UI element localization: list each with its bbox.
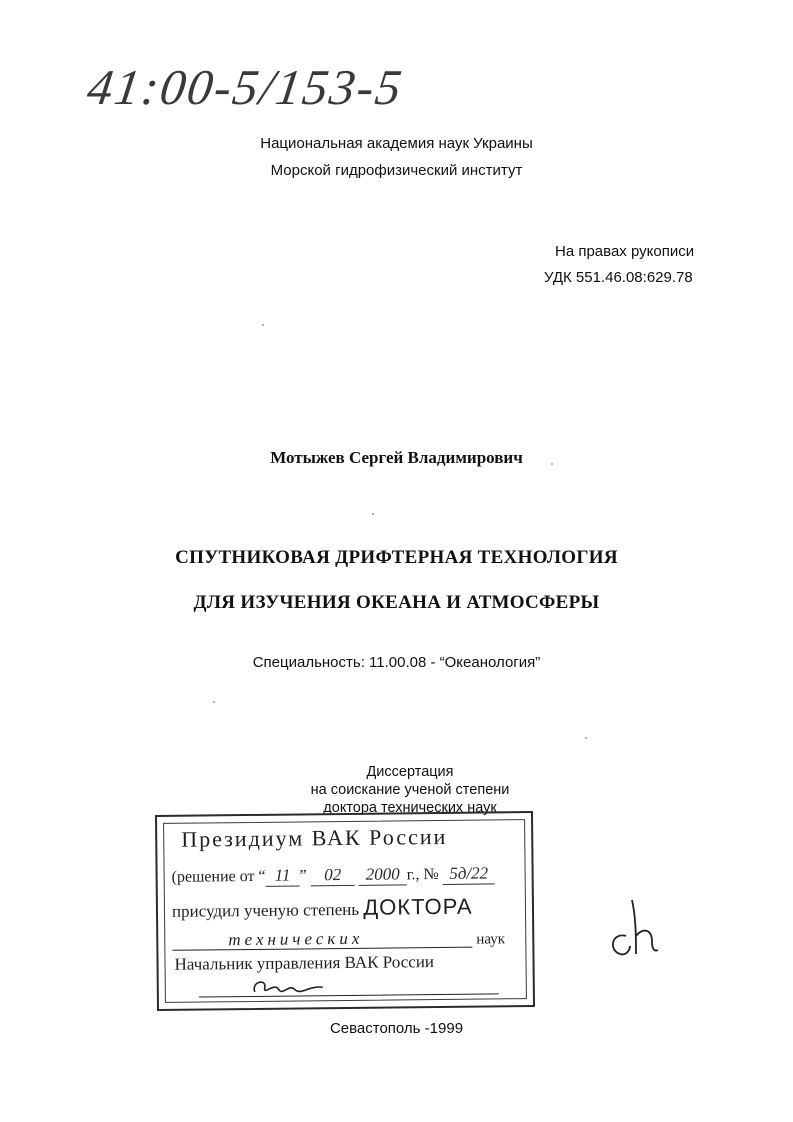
scan-speck <box>213 701 215 703</box>
stamp-decision-year: 2000 <box>359 864 407 886</box>
stamp-decision-year-suffix: г., № <box>406 866 439 884</box>
scan-speck <box>585 737 587 739</box>
author-name: Мотыжев Сергей Владимирович <box>270 448 523 467</box>
city-and-year: Севастополь -1999 <box>329 1020 464 1037</box>
vak-approval-stamp <box>155 811 535 1011</box>
stamp-awarded-prefix: присудил ученую степень <box>171 899 360 921</box>
institution-institute: Морской гидрофизический институт <box>270 162 523 179</box>
stamp-science-field: технических <box>228 928 364 950</box>
stamp-decision-day: 11 <box>265 865 299 886</box>
stamp-awarded-degree: ДОКТОРА <box>363 893 473 920</box>
stamp-decision-prefix: (решение от “ <box>171 867 266 886</box>
stamp-decision-number: 5д/22 <box>443 863 495 885</box>
dissertation-degree-sought: на соискание ученой степени <box>310 782 510 798</box>
specialty: Специальность: 11.00.08 - “Океанология” <box>252 654 541 671</box>
dissertation-label: Диссертация <box>366 764 454 780</box>
stamp-science-suffix: наук <box>476 931 506 948</box>
thesis-title-line-1: СПУТНИКОВАЯ ДРИФТЕРНАЯ ТЕХНОЛОГИЯ <box>175 547 618 568</box>
stamp-decision-month: 02 <box>311 865 355 886</box>
stamp-awarded-line <box>172 894 473 923</box>
scan-speck <box>262 324 264 326</box>
thesis-title-line-2: ДЛЯ ИЗУЧЕНИЯ ОКЕАНА И АТМОСФЕРЫ <box>193 592 600 613</box>
archive-number-handwritten: 41:00-5/153-5 <box>84 59 407 115</box>
scan-speck <box>551 463 553 465</box>
udc-code: УДК 551.46.08:629.78 <box>544 269 693 286</box>
stamp-decision-mid: ” <box>299 867 307 885</box>
institution-academy: Национальная академия наук Украины <box>260 135 533 152</box>
stamp-signature <box>249 975 329 1002</box>
stamp-title: Президиум ВАК России <box>181 823 448 852</box>
stamp-decision-line <box>172 863 495 887</box>
margin-initials-handwritten <box>602 888 662 968</box>
dissertation-degree-field: доктора технических наук <box>323 800 497 816</box>
manuscript-rights-note: На правах рукописи <box>555 243 695 260</box>
scan-speck <box>372 513 374 515</box>
stamp-head-of-department: Начальник управления ВАК России <box>174 952 435 974</box>
